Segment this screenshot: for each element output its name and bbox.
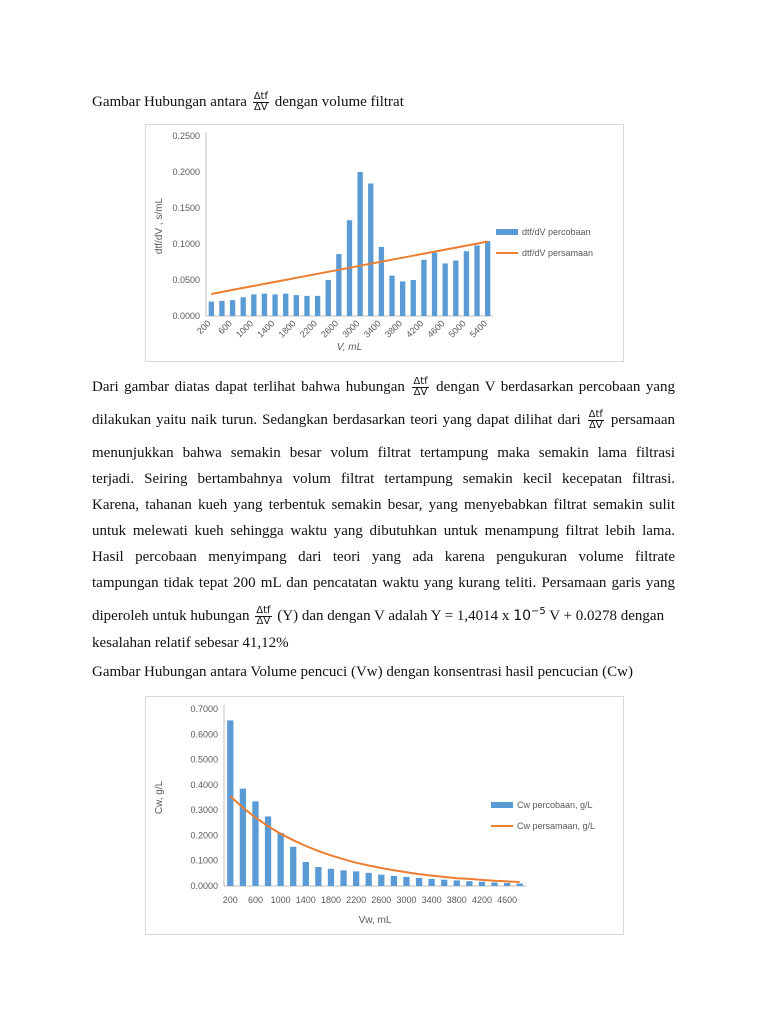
paragraph-line-2: dilakukan yaitu naik turun. Sedangkan berdasarkan teori yang dapat dilihat dari $\frac{\text{Δtf}}{\Delta V}$ persamaan	[92, 409, 676, 431]
bar-4400	[491, 882, 497, 886]
bar-3000	[357, 172, 362, 316]
bar-400	[240, 789, 246, 886]
x-tick-label: 3000	[340, 318, 362, 340]
bar-1200	[290, 847, 296, 886]
bar-1800	[294, 295, 299, 316]
x-tick-label: 1800	[276, 318, 298, 340]
bar-600	[252, 801, 258, 886]
figure-caption-2: Gambar Hubungan antara Volume pencuci (Vw) dengan konsentrasi hasil pencucian (Cw)	[92, 664, 633, 680]
paragraph-line-8: tampungan tidak tepat 200 mL dan pencatatan waktu yang kurang teliti. Persamaan garis yang	[92, 575, 675, 591]
series-line-persamaan	[230, 796, 519, 882]
paragraph-line-5: Karena, tahanan kueh yang terbentuk semakin besar, yang menyebabkan filtrat semakin sulit	[92, 497, 675, 513]
y-tick-label: 0.2000	[190, 830, 218, 841]
x-tick-label: 3400	[421, 895, 442, 905]
y-tick-label: 0.0000	[172, 311, 200, 321]
y-tick-label: 0.3000	[190, 805, 218, 816]
x-tick-label: 4200	[404, 318, 426, 340]
fraction-dtf-dv: $\frac{\text{Δtf}}{\Delta V}$	[256, 605, 271, 628]
bar-4200	[421, 260, 426, 316]
bar-2000	[304, 296, 309, 316]
bar-1400	[303, 862, 309, 886]
figure-caption-1	[92, 92, 675, 113]
paragraph-line-3: menunjukkan bahwa semakin besar volum filtrat tertampung maka semakin lama filtrasi	[92, 445, 675, 461]
bar-1600	[315, 867, 321, 886]
legend-label-percobaan: Cw percobaan, g/L	[517, 800, 593, 810]
bar-4600	[504, 883, 510, 886]
bar-1600	[283, 294, 288, 316]
legend-label-persamaan: Cw persamaan, g/L	[517, 821, 596, 831]
bar-4200	[479, 882, 485, 886]
paragraph-line-9: diperoleh untuk hubungan $\frac{\text{Δtf}}{\Delta V}$ (Y) dan dengan V adalah Y = 1,4014 x $10^{-5}$ V + 0.0278 dengan	[92, 605, 665, 628]
x-axis-title: Vw, mL	[358, 915, 392, 926]
y-axis-title: Cw, g/L	[154, 780, 165, 815]
bar-5400	[485, 241, 490, 316]
chart-2-svg	[146, 697, 623, 934]
x-tick-label: 4600	[425, 318, 447, 340]
bar-200	[227, 720, 233, 886]
bar-5200	[474, 245, 479, 316]
bar-2200	[353, 871, 359, 886]
bar-2400	[366, 873, 372, 886]
legend-label-percobaan: dtf/dV percobaan	[522, 227, 591, 237]
y-tick-label: 0.0500	[172, 275, 200, 285]
fraction-dtf-dv: $\frac{\text{Δtf}}{\Delta V}$	[253, 91, 268, 113]
bar-3400	[379, 247, 384, 316]
bar-5000	[464, 251, 469, 316]
x-tick-label: 600	[247, 895, 263, 905]
x-tick-label: 1000	[234, 318, 256, 340]
x-tick-label: 5400	[467, 318, 490, 340]
paragraph-line-4: terjadi. Seiring bertambahnya volum filtrat tertampung semakin kecil kecepatan filtrasi.	[92, 471, 675, 487]
legend-swatch-percobaan	[496, 229, 518, 235]
paragraph-line-7: Hasil percobaan menyimpang dari teori yang ada karena pengukuran volume filtrate	[92, 549, 675, 565]
x-tick-label: 2200	[346, 895, 367, 905]
bar-2000	[340, 870, 346, 886]
bar-4800	[517, 883, 523, 886]
x-tick-label: 200	[222, 895, 238, 905]
x-tick-label: 1400	[255, 318, 277, 340]
legend-label-persamaan: dtf/dV persamaan	[522, 248, 594, 258]
y-tick-label: 0.0000	[190, 881, 218, 891]
x-axis-title: V, mL	[336, 342, 363, 353]
x-tick-label: 2200	[297, 318, 320, 340]
bar-200	[209, 302, 214, 316]
bar-4600	[443, 263, 448, 316]
x-tick-label: 600	[216, 318, 234, 337]
x-tick-label: 1400	[295, 895, 316, 905]
bar-2800	[391, 876, 397, 886]
bar-600	[230, 300, 235, 316]
bar-4000	[466, 881, 472, 886]
bar-4400	[432, 253, 437, 316]
bar-3200	[416, 878, 422, 886]
bar-4000	[411, 280, 416, 316]
bar-3800	[400, 281, 405, 316]
x-tick-label: 2600	[371, 895, 392, 905]
y-tick-label: 0.7000	[190, 704, 218, 714]
paragraph-line-10: kesalahan relatif sebesar 41,12%	[92, 635, 289, 651]
bar-3800	[454, 880, 460, 886]
y-tick-label: 0.1000	[190, 855, 218, 866]
chart-cw-vw	[145, 696, 624, 935]
paragraph-line-6: untuk melewati kueh sehingga waktu yang dibutuhkan untuk menampung filtrat lebih lama.	[92, 523, 675, 539]
chart-dtf-dv	[145, 124, 624, 362]
bar-4800	[453, 261, 458, 316]
x-tick-label: 3400	[361, 318, 383, 340]
power-base: 10	[513, 608, 532, 624]
x-tick-label: 3800	[446, 895, 467, 905]
y-axis-title: dtf/dV , s/mL	[154, 197, 165, 255]
y-tick-label: 0.2500	[172, 131, 200, 141]
bar-2600	[378, 875, 384, 886]
x-tick-label: 2600	[319, 318, 341, 340]
fraction-dtf-dv: $\frac{\text{Δtf}}{\Delta V}$	[413, 376, 428, 398]
bar-1800	[328, 869, 334, 886]
x-tick-label: 1800	[320, 895, 341, 905]
bar-1200	[262, 294, 267, 316]
y-tick-label: 0.2000	[172, 167, 200, 177]
bar-3200	[368, 184, 373, 316]
bar-3600	[389, 276, 394, 316]
y-tick-label: 0.1500	[172, 203, 200, 213]
bar-1400	[272, 294, 277, 316]
y-tick-label: 0.6000	[190, 729, 218, 740]
bar-800	[241, 297, 246, 316]
x-tick-label: 200	[195, 318, 213, 337]
fraction-dtf-dv: $\frac{\text{Δtf}}{\Delta V}$	[588, 409, 603, 431]
x-tick-label: 5000	[446, 318, 468, 340]
paragraph-line-1: Dari gambar diatas dapat terlihat bahwa hubungan $\frac{\text{Δtf}}{\Delta V}$ dengan V berdasarkan percobaan yang	[92, 376, 676, 398]
chart-1-svg	[146, 125, 623, 361]
x-tick-label: 3000	[396, 895, 417, 905]
bar-3400	[428, 879, 434, 886]
x-tick-label: 4600	[497, 895, 518, 905]
bar-1000	[277, 833, 283, 886]
bar-3600	[441, 880, 447, 886]
x-tick-label: 4200	[471, 895, 492, 905]
bar-2400	[326, 280, 331, 316]
y-tick-label: 0.4000	[190, 779, 218, 790]
bar-2600	[336, 254, 341, 316]
power-exponent: −5	[531, 606, 546, 617]
y-tick-label: 0.5000	[190, 754, 218, 765]
caption-1-suffix: dengan volume filtrat	[274, 93, 404, 110]
bar-1000	[251, 294, 256, 316]
bar-3000	[403, 877, 409, 886]
caption-1-prefix: Gambar Hubungan antara	[92, 93, 247, 110]
bar-400	[219, 301, 224, 316]
bar-2200	[315, 296, 320, 316]
y-tick-label: 0.1000	[172, 239, 200, 249]
x-tick-label: 1000	[270, 895, 291, 905]
legend-swatch-percobaan	[491, 802, 513, 808]
x-tick-label: 3800	[382, 318, 405, 340]
